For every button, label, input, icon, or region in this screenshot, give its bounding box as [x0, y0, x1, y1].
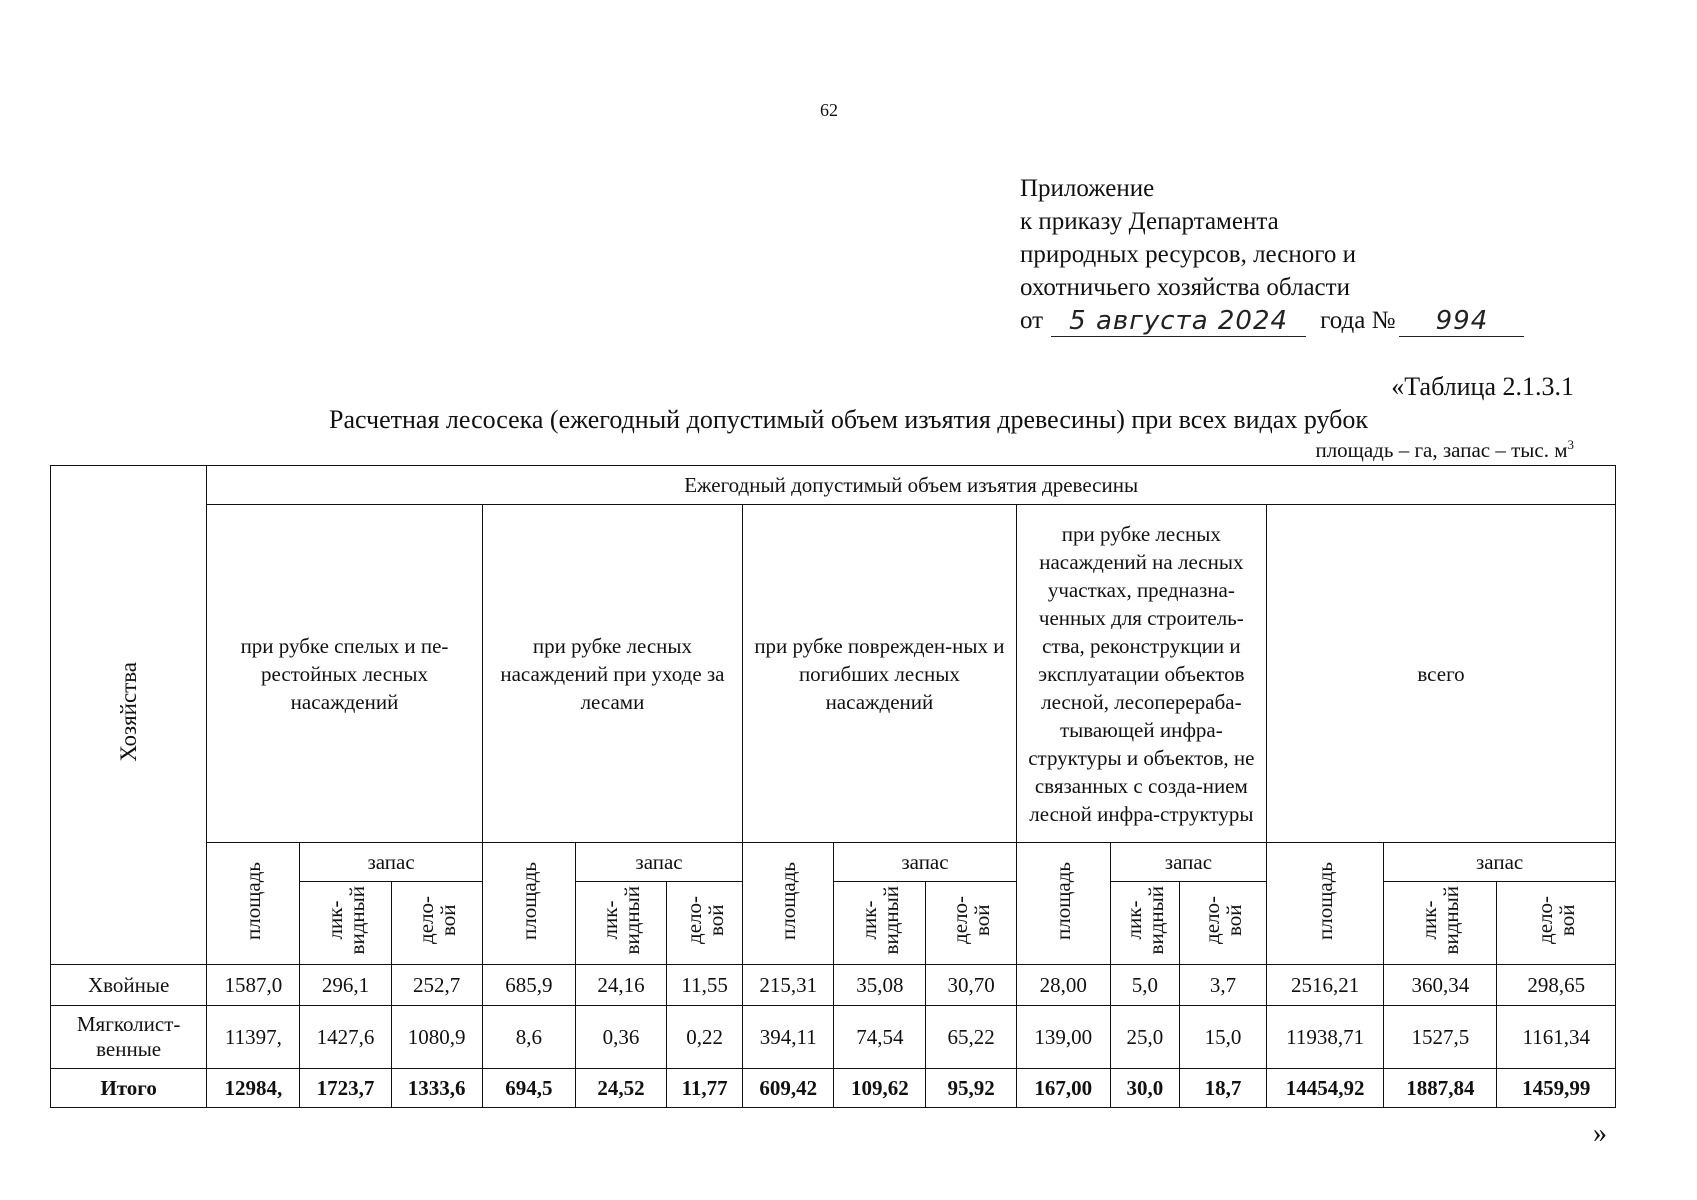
cell: 74,54	[834, 1006, 926, 1069]
cell: 298,65	[1497, 965, 1616, 1006]
cell: 694,5	[482, 1069, 575, 1108]
appendix-line: к приказу Департамента	[1020, 208, 1279, 235]
cell: 252,7	[391, 965, 482, 1006]
handwritten-order-number: 994	[1399, 306, 1524, 337]
liquid-header-label: лик- видный	[597, 885, 644, 955]
cell: 12984,	[207, 1069, 300, 1108]
cell: 35,08	[834, 965, 926, 1006]
group-header-care: при рубке лесных насаждений при уходе за лесами	[482, 505, 742, 843]
liquid-header	[1384, 882, 1497, 965]
business-header	[1179, 882, 1266, 965]
appendix-line: охотничьего хозяйства области	[1020, 274, 1350, 301]
cell: 139,00	[1016, 1006, 1110, 1069]
page-number: 62	[820, 100, 838, 120]
cell: 65,22	[926, 1006, 1016, 1069]
units-sup: 3	[1567, 437, 1574, 452]
appendix-line: Приложение	[1020, 175, 1155, 202]
units-text: площадь – га, запас – тыс. м	[1315, 438, 1568, 462]
cell: 24,52	[575, 1069, 666, 1108]
business-header	[926, 882, 1016, 965]
year-number-label: года №	[1320, 307, 1396, 334]
group-header-total: всего	[1267, 505, 1616, 843]
row-name: Мягколист-венные	[51, 1006, 207, 1069]
appendix-line: природных ресурсов, лесного и	[1020, 241, 1356, 268]
cell: 109,62	[834, 1069, 926, 1108]
cell: 8,6	[482, 1006, 575, 1069]
cell: 14454,92	[1267, 1069, 1384, 1108]
stock-header: запас	[834, 843, 1016, 882]
liquid-header-label: лик- видный	[1121, 885, 1168, 955]
area-header	[743, 843, 834, 965]
liquid-header	[300, 882, 391, 965]
order-signature-row	[1020, 304, 1524, 337]
units-note	[1315, 437, 1574, 463]
stock-header: запас	[1110, 843, 1266, 882]
area-header-label: площадь	[516, 861, 541, 940]
business-header	[667, 882, 743, 965]
document-title: Расчетная лесосека (ежегодный допустимый объем изъятия древесины) при всех видах рубок	[329, 405, 1368, 434]
cell: 0,22	[667, 1006, 743, 1069]
group-header-construction: при рубке лесных насаждений на лесных участках, предназна-ченных для строитель-ства, реконструкции и эксплуатации объектов лесной, лесоперераба-тывающей инфра-структуры и объектов, не связанных с созда-нием лесной инфра-структуры	[1016, 505, 1266, 843]
timber-table	[50, 465, 1616, 1108]
cell: 685,9	[482, 965, 575, 1006]
business-header-label: дело- вой	[413, 896, 460, 944]
cell: 24,16	[575, 965, 666, 1006]
stock-header: запас	[575, 843, 742, 882]
cell: 296,1	[300, 965, 391, 1006]
table-row-total	[51, 1069, 1616, 1108]
top-header: Ежегодный допустимый объем изъятия древесины	[207, 466, 1616, 505]
cell: 1459,99	[1497, 1069, 1616, 1108]
entity-header-label: Хозяйства	[115, 662, 141, 762]
area-header	[1267, 843, 1384, 965]
cell: 1427,6	[300, 1006, 391, 1069]
liquid-header	[1110, 882, 1179, 965]
cell: 1161,34	[1497, 1006, 1616, 1069]
cell: 30,70	[926, 965, 1016, 1006]
cell: 25,0	[1110, 1006, 1179, 1069]
cell: 2516,21	[1267, 965, 1384, 1006]
liquid-header	[575, 882, 666, 965]
business-header	[1497, 882, 1616, 965]
table-reference: «Таблица 2.1.3.1	[1391, 372, 1574, 401]
liquid-header	[834, 882, 926, 965]
area-header-label: площадь	[241, 861, 266, 940]
cell: 1527,5	[1384, 1006, 1497, 1069]
cell: 5,0	[1110, 965, 1179, 1006]
cell: 18,7	[1179, 1069, 1266, 1108]
business-header-label: дело- вой	[1533, 896, 1580, 944]
cell: 28,00	[1016, 965, 1110, 1006]
area-header	[482, 843, 575, 965]
table-row	[51, 965, 1616, 1006]
table-row	[51, 1006, 1616, 1069]
cell: 15,0	[1179, 1006, 1266, 1069]
cell: 11938,71	[1267, 1006, 1384, 1069]
business-header-label: дело- вой	[681, 896, 728, 944]
area-header-label: площадь	[1051, 861, 1076, 940]
cell: 95,92	[926, 1069, 1016, 1108]
cell: 360,34	[1384, 965, 1497, 1006]
closing-quote: »	[1593, 1118, 1607, 1149]
cell: 215,31	[743, 965, 834, 1006]
business-header-label: дело- вой	[1199, 896, 1246, 944]
cell: 609,42	[743, 1069, 834, 1108]
row-name: Хвойные	[51, 965, 207, 1006]
cell: 1723,7	[300, 1069, 391, 1108]
cell: 167,00	[1016, 1069, 1110, 1108]
liquid-header-label: лик- видный	[322, 885, 369, 955]
liquid-header-label: лик- видный	[856, 885, 903, 955]
row-name: Итого	[51, 1069, 207, 1108]
cell: 0,36	[575, 1006, 666, 1069]
appendix-block	[1020, 172, 1524, 337]
cell: 1080,9	[391, 1006, 482, 1069]
cell: 3,7	[1179, 965, 1266, 1006]
area-header	[207, 843, 300, 965]
cell: 1333,6	[391, 1069, 482, 1108]
stock-header: запас	[1384, 843, 1616, 882]
liquid-header-label: лик- видный	[1417, 885, 1464, 955]
area-header-label: площадь	[776, 861, 801, 940]
cell: 11,55	[667, 965, 743, 1006]
entity-header	[51, 466, 207, 965]
area-header	[1016, 843, 1110, 965]
group-header-damaged: при рубке поврежден-ных и погибших лесных насаждений	[743, 505, 1016, 843]
from-label: от	[1020, 307, 1044, 334]
handwritten-date: 5 августа 2024	[1051, 306, 1306, 337]
business-header	[391, 882, 482, 965]
cell: 11,77	[667, 1069, 743, 1108]
business-header-label: дело- вой	[948, 896, 995, 944]
area-header-label: площадь	[1313, 861, 1338, 940]
group-header-mature: при рубке спелых и пе-рестойных лесных насаждений	[207, 505, 482, 843]
cell: 11397,	[207, 1006, 300, 1069]
cell: 30,0	[1110, 1069, 1179, 1108]
cell: 394,11	[743, 1006, 834, 1069]
stock-header: запас	[300, 843, 482, 882]
cell: 1887,84	[1384, 1069, 1497, 1108]
cell: 1587,0	[207, 965, 300, 1006]
